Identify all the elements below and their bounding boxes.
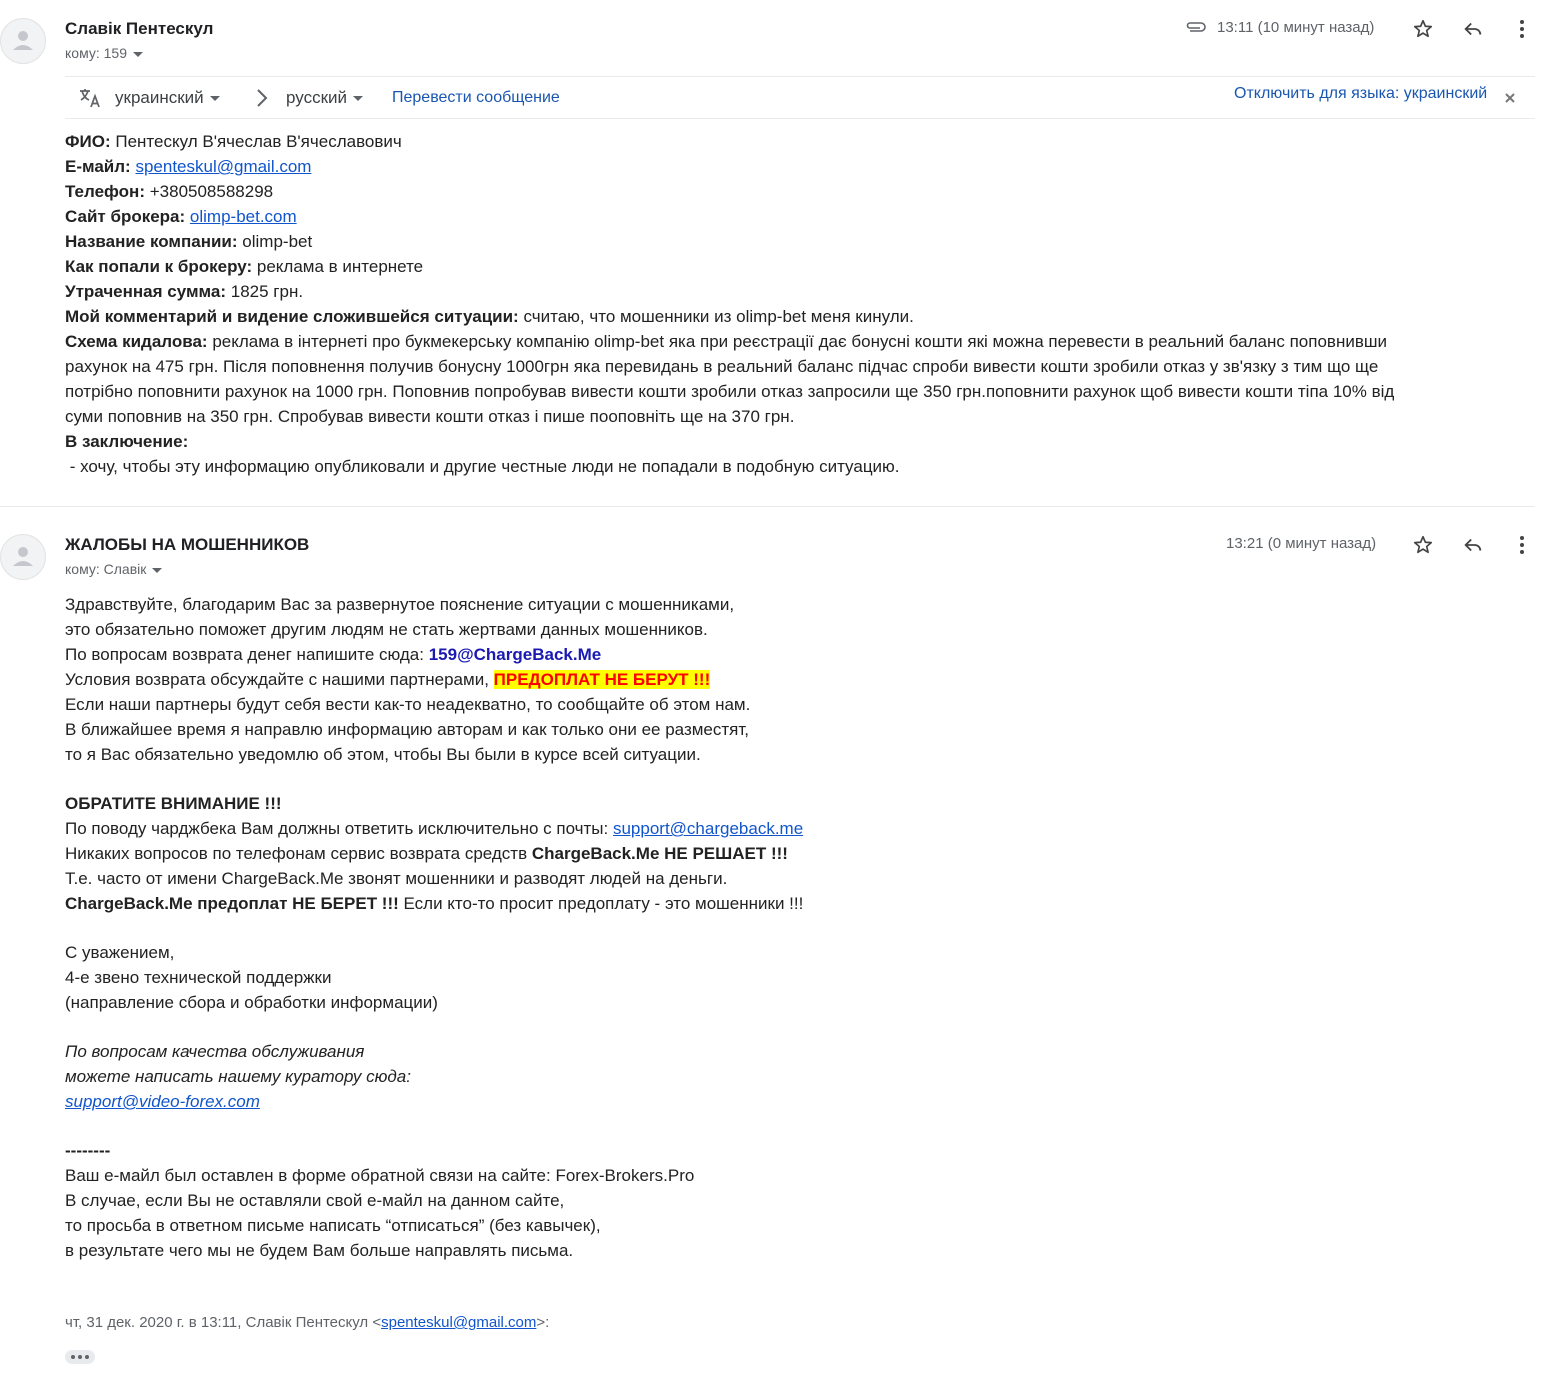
refund-line — [65, 642, 1465, 667]
text-span: >: — [536, 1314, 550, 1331]
source-language-select[interactable] — [115, 88, 220, 108]
field-row — [65, 279, 1535, 304]
field-row — [65, 129, 1535, 154]
footer-line: Ваш е-майл был оставлен в форме обратной связи на сайте: Forex-Brokers.Pro — [65, 1166, 695, 1185]
message-body — [65, 129, 1535, 479]
avatar[interactable] — [0, 18, 46, 64]
ellipsis-icon[interactable] — [65, 1350, 95, 1364]
quoted-header — [65, 1314, 549, 1331]
field-label: Схема кидалова: — [65, 332, 208, 351]
person-icon — [1, 535, 45, 579]
text-span: По вопросам возврата денег напишите сюда: — [65, 645, 429, 664]
translate-message-link[interactable]: Перевести сообщение — [392, 89, 560, 106]
signature-line: (направление сбора и обработки информации) — [65, 993, 438, 1012]
phone-line — [65, 841, 1465, 866]
text-line: В ближайшее время я направлю информацию авторам и как только они ее разместят, — [65, 720, 750, 739]
chevron-right-icon — [256, 88, 268, 113]
chevron-down-icon — [353, 96, 363, 101]
signature-line: 4-е звено технической поддержки — [65, 968, 332, 987]
separator-line: -------- — [65, 1141, 111, 1160]
field-label: ФИО: — [65, 132, 111, 151]
text-line: Здравствуйте, благодарим Вас за развернутое пояснение ситуации с мошенниками, — [65, 595, 735, 614]
field-row — [65, 204, 1535, 229]
field-row — [65, 229, 1535, 254]
text-span: Если кто-то просит предоплату - это мошенники !!! — [398, 894, 804, 913]
star-icon[interactable] — [1409, 15, 1437, 43]
text-span: По поводу чарджбека Вам должны ответить исключительно с почты: — [65, 819, 613, 838]
field-value: считаю, что мошенники из olimp-bet меня кинули. — [523, 307, 914, 326]
field-row — [65, 429, 1535, 454]
sender-name[interactable]: Славік Пентескул — [65, 19, 214, 38]
field-row — [65, 154, 1535, 179]
text-line: это обязательно поможет другим людям не стать жертвами данных мошенников. — [65, 620, 708, 639]
prepay-line — [65, 891, 1465, 916]
reply-icon[interactable] — [1459, 15, 1487, 43]
support-email-link[interactable]: support@chargeback.me — [612, 819, 804, 838]
footer-line: то просьба в ответном письме написать “отписаться” (без кавычек), — [65, 1216, 601, 1235]
close-icon[interactable] — [1504, 91, 1516, 109]
field-label: Мой комментарий и видение сложившейся ситуации: — [65, 307, 519, 326]
field-value: реклама в інтернеті про букмекерську компанію olimp-bet яка при реєстрації дає бонусні кошти які можна перевести в реальний баланс поповнивши — [212, 332, 1387, 351]
field-value: 1825 грн. — [230, 282, 304, 301]
person-icon — [1, 19, 45, 63]
footer-line: в результате чего мы не будем Вам больше направлять письма. — [65, 1241, 574, 1260]
field-label: Утраченная сумма: — [65, 282, 227, 301]
field-label: Название компании: — [65, 232, 238, 251]
chevron-down-icon[interactable] — [152, 568, 162, 573]
support-line — [65, 816, 1465, 841]
more-vertical-icon[interactable] — [1508, 15, 1536, 43]
field-value: olimp-bet — [242, 232, 313, 251]
scheme-row — [65, 329, 1535, 354]
conditions-line — [65, 667, 1465, 692]
message-body — [65, 592, 1465, 1263]
sender-name[interactable]: ЖАЛОБЫ НА МОШЕННИКОВ — [65, 535, 310, 554]
text-span: чт, 31 дек. 2020 г. в 13:11, Славік Пентескул < — [65, 1314, 382, 1331]
field-row — [65, 304, 1535, 329]
recipient-text: кому: 159 — [65, 45, 127, 61]
scheme-line: рахунок на 475 грн. Після поповнення получив бонусну 1000грн яка перевидань в реальний баланс підчас спроби вивести кошти зробили отказ у зв'язку з тим що ще — [65, 357, 1379, 376]
curator-email-link[interactable]: support@video-forex.com — [65, 1092, 260, 1111]
text-line: Если наши партнеры будут себя вести как-то неадекватно, то сообщайте об этом нам. — [65, 695, 751, 714]
bold-span: ChargeBack.Me НЕ РЕШАЕТ !!! — [531, 844, 788, 863]
message-time: 13:11 (10 минут назад) — [1217, 19, 1375, 36]
target-language-label: русский — [286, 88, 348, 107]
text-line: то я Вас обязательно уведомлю об этом, чтобы Вы были в курсе всей ситуации. — [65, 745, 701, 764]
field-label: Как попали к брокеру: — [65, 257, 253, 276]
footer-line: В случае, если Вы не оставляли свой е-майл на данном сайте, — [65, 1191, 565, 1210]
field-value: Пентескул В'ячеслав В'ячеславович — [115, 132, 402, 151]
paperclip-icon — [1184, 19, 1208, 40]
field-row — [65, 254, 1535, 279]
scheme-line: суми поповнив на 350 грн. Спробував вивести кошти отказ і пише пооповніть ще на 370 грн. — [65, 407, 795, 426]
highlighted-warning: ПРЕДОПЛАТ НЕ БЕРУТ !!! — [493, 670, 711, 689]
recipient-line[interactable] — [65, 561, 162, 577]
bold-span: ChargeBack.Me предоплат НЕ БЕРЕТ !!! — [65, 894, 399, 913]
signature-line: С уважением, — [65, 943, 175, 962]
recipient-text: кому: Славік — [65, 561, 147, 577]
field-label: Е-майл: — [65, 157, 131, 176]
message-time: 13:21 (0 минут назад) — [1226, 535, 1377, 552]
website-link[interactable]: olimp-bet.com — [189, 207, 297, 226]
field-row — [65, 179, 1535, 204]
translate-bar-top-divider — [65, 76, 1535, 77]
text-line: Т.е. часто от имени ChargeBack.Me звонят мошенники и разводят людей на деньги. — [65, 869, 728, 888]
reply-icon[interactable] — [1459, 531, 1487, 559]
text-span: Условия возврата обсуждайте с нашими партнерами, — [65, 670, 494, 689]
text-span: Никаких вопросов по телефонам сервис возврата средств — [65, 844, 532, 863]
field-label: Телефон: — [65, 182, 145, 201]
refund-email[interactable]: 159@ChargeBack.Me — [428, 645, 602, 664]
email-link[interactable]: spenteskul@gmail.com — [135, 157, 312, 176]
quality-line: можете написать нашему куратору сюда: — [65, 1067, 411, 1086]
quality-line: По вопросам качества обслуживания — [65, 1042, 365, 1061]
field-value: +380508588298 — [149, 182, 274, 201]
quoted-email-link[interactable]: spenteskul@gmail.com — [381, 1314, 537, 1331]
field-label: Сайт брокера: — [65, 207, 186, 226]
avatar[interactable] — [0, 534, 46, 580]
chevron-down-icon — [210, 96, 220, 101]
chevron-down-icon[interactable] — [133, 52, 143, 57]
field-label: В заключение: — [65, 432, 189, 451]
field-value: реклама в интернете — [256, 257, 424, 276]
star-icon[interactable] — [1409, 531, 1437, 559]
conclusion-text: - хочу, чтобы эту информацию опубликовали и другие честные люди не попадали в подобную ситуацию. — [65, 457, 900, 476]
translate-bar-bottom-divider — [65, 118, 1535, 119]
source-language-label: украинский — [115, 88, 204, 107]
recipient-line[interactable] — [65, 45, 143, 61]
translate-icon — [78, 86, 102, 115]
message-divider — [0, 506, 1535, 507]
scheme-line: потрібно поповнити рахунок на 1000 грн. Поповнив попробував вивести кошти зробили отказ запросили ще 350 грн.поповнити рахунок щоб вивести кошти тіпа 10% від — [65, 382, 1395, 401]
target-language-select[interactable] — [286, 88, 363, 108]
disable-translation-link[interactable]: Отключить для языка: украинский — [1234, 85, 1488, 102]
more-vertical-icon[interactable] — [1508, 531, 1536, 559]
attention-heading: ОБРАТИТЕ ВНИМАНИЕ !!! — [65, 794, 282, 813]
